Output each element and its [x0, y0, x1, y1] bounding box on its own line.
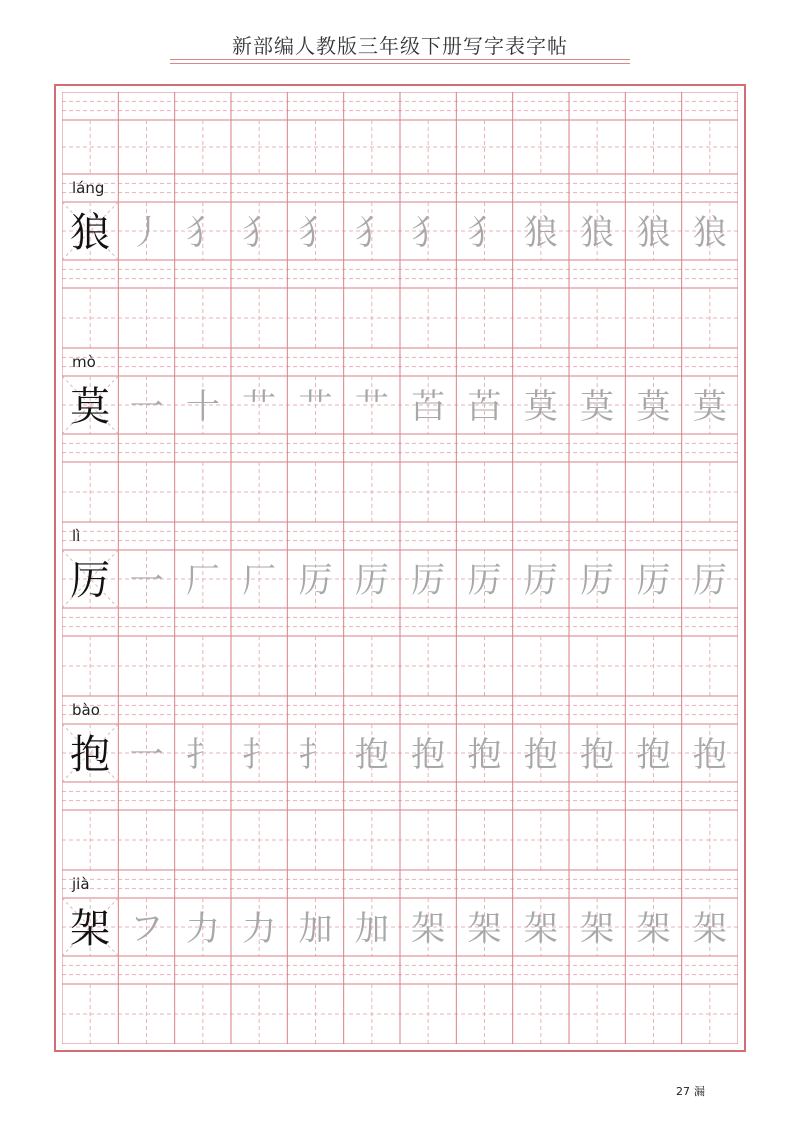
- stroke-order-step: 苩: [411, 387, 446, 427]
- stroke-order-step: 架: [523, 909, 558, 949]
- stroke-order-step: 犭: [242, 213, 277, 253]
- stroke-order-step: 莫: [692, 387, 727, 427]
- stroke-order-step: 力: [185, 909, 220, 949]
- stroke-order-step: 犭: [467, 213, 502, 253]
- stroke-order-step: 架: [411, 909, 446, 949]
- stroke-order-step: 架: [580, 909, 615, 949]
- stroke-order-step: 力: [242, 909, 277, 949]
- model-character: 莫: [70, 384, 111, 430]
- stroke-order-step: 狼: [580, 213, 615, 253]
- stroke-order-step: 厉: [580, 561, 615, 601]
- stroke-order-step: 丿: [129, 213, 164, 253]
- stroke-order-step: 一: [129, 735, 164, 775]
- writing-grid: [62, 92, 738, 1044]
- stroke-order-step: 一: [129, 561, 164, 601]
- page-number: 27: [676, 1085, 690, 1098]
- stroke-order-step: 厉: [411, 561, 446, 601]
- stroke-order-step: 抱: [523, 735, 558, 775]
- stroke-order-step: 厉: [523, 561, 558, 601]
- stroke-order-step: 加: [354, 909, 389, 949]
- stroke-order-step: 艹: [298, 387, 333, 427]
- stroke-order-step: 抱: [692, 735, 727, 775]
- title-underline-top: [170, 59, 630, 60]
- stroke-order-step: 抱: [467, 735, 502, 775]
- pinyin-label: lì: [72, 527, 81, 545]
- title-underline-bottom: [170, 63, 630, 64]
- stroke-order-step: 厉: [298, 561, 333, 601]
- pinyin-label: jià: [72, 875, 90, 893]
- stroke-order-step: 厂: [242, 561, 277, 601]
- stroke-order-step: 十: [185, 387, 220, 427]
- pinyin-label: bào: [72, 701, 100, 719]
- stroke-order-step: フ: [129, 909, 164, 949]
- stroke-order-step: 扌: [185, 735, 220, 775]
- stroke-order-step: 苩: [467, 387, 502, 427]
- stroke-order-step: 艹: [354, 387, 389, 427]
- stroke-order-step: 犭: [354, 213, 389, 253]
- stroke-order-step: 艹: [242, 387, 277, 427]
- stroke-order-step: 莫: [523, 387, 558, 427]
- model-character: 厉: [70, 558, 111, 604]
- stroke-order-step: 抱: [411, 735, 446, 775]
- stroke-order-step: 架: [467, 909, 502, 949]
- stroke-order-step: 厉: [692, 561, 727, 601]
- stroke-order-step: 犭: [411, 213, 446, 253]
- stroke-order-step: 厉: [636, 561, 671, 601]
- page-mark: 漏: [694, 1085, 705, 1098]
- model-character: 狼: [70, 210, 111, 256]
- stroke-order-step: 厉: [354, 561, 389, 601]
- stroke-order-step: 狼: [523, 213, 558, 253]
- stroke-order-step: 厂: [185, 561, 220, 601]
- stroke-order-step: 狼: [636, 213, 671, 253]
- page-title: 新部编人教版三年级下册写字表字帖: [232, 34, 568, 58]
- stroke-order-step: 犭: [185, 213, 220, 253]
- stroke-order-step: 莫: [636, 387, 671, 427]
- pinyin-label: mò: [72, 353, 96, 371]
- page-footer: [676, 1083, 705, 1099]
- stroke-order-step: 莫: [580, 387, 615, 427]
- stroke-order-step: 抱: [354, 735, 389, 775]
- stroke-order-step: 一: [129, 387, 164, 427]
- stroke-order-step: 扌: [242, 735, 277, 775]
- model-character: 抱: [70, 732, 111, 778]
- stroke-order-step: 狼: [692, 213, 727, 253]
- pinyin-label: láng: [72, 179, 105, 197]
- stroke-order-step: 厉: [467, 561, 502, 601]
- stroke-order-step: 抱: [636, 735, 671, 775]
- stroke-order-step: 架: [692, 909, 727, 949]
- model-character: 架: [70, 906, 111, 952]
- stroke-order-step: 加: [298, 909, 333, 949]
- stroke-order-step: 扌: [298, 735, 333, 775]
- stroke-order-step: 架: [636, 909, 671, 949]
- stroke-order-step: 犭: [298, 213, 333, 253]
- stroke-order-step: 抱: [580, 735, 615, 775]
